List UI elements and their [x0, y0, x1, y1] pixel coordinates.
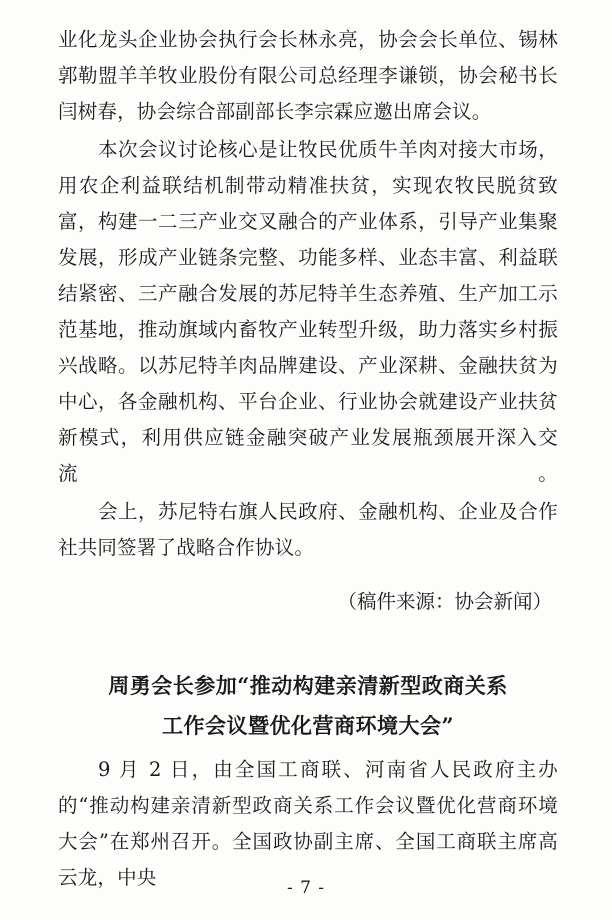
page-content — [58, 22, 558, 898]
paragraph-meeting-core: 本次会议讨论核心是让牧民优质牛羊肉对接大市场，用农企利益联结机制带动精准扶贫，实现农牧民脱贫致富，构建一二三产业交叉融合的产业体系，引导产业集聚发展，形成产业链条完整、功能多样、业态丰富、利益联结紧密、三产融合发展的苏尼特羊生态养殖、生产加工示范基地，推动旗域内畜牧产业转型升级，助力落实乡村振兴战略。以苏尼特羊肉品牌建设、产业深耕、金融扶贫为中心，各金融机构、平台企业、行业协会就建设产业扶贫新模式，利用供应链金融突破产业发展瓶颈展开深入交流。 — [58, 138, 558, 485]
paragraph-agreement: 会上，苏尼特右旗人民政府、金融机构、企业及合作社共同签署了战略合作协议。 — [58, 500, 558, 559]
headline-line-2: 工作会议暨优化营商环境大会” — [161, 713, 455, 738]
source-attribution: （稿件来源：协会新闻） — [337, 590, 552, 613]
article-paragraph-1: 9 月 2 日，由全国工商联、河南省人民政府主办的“推动构建亲清新型政商关系工作会议暨优化营商环境大会”在郑州召开。全国政协副主席、全国工商联主席高云龙，中央 — [58, 758, 558, 889]
paragraph-continuation: 业化龙头企业协会执行会长林永亮，协会会长单位、锡林郭勒盟羊羊牧业股份有限公司总经理李谦锁，协会秘书长闫树春，协会综合部副部长李宗霖应邀出席会议。 — [58, 28, 558, 123]
headline-line-1: 周勇会长参加“推动构建亲清新型政商关系 — [108, 673, 508, 698]
article-headline — [58, 666, 558, 746]
page-number: - 7 - — [286, 878, 326, 898]
